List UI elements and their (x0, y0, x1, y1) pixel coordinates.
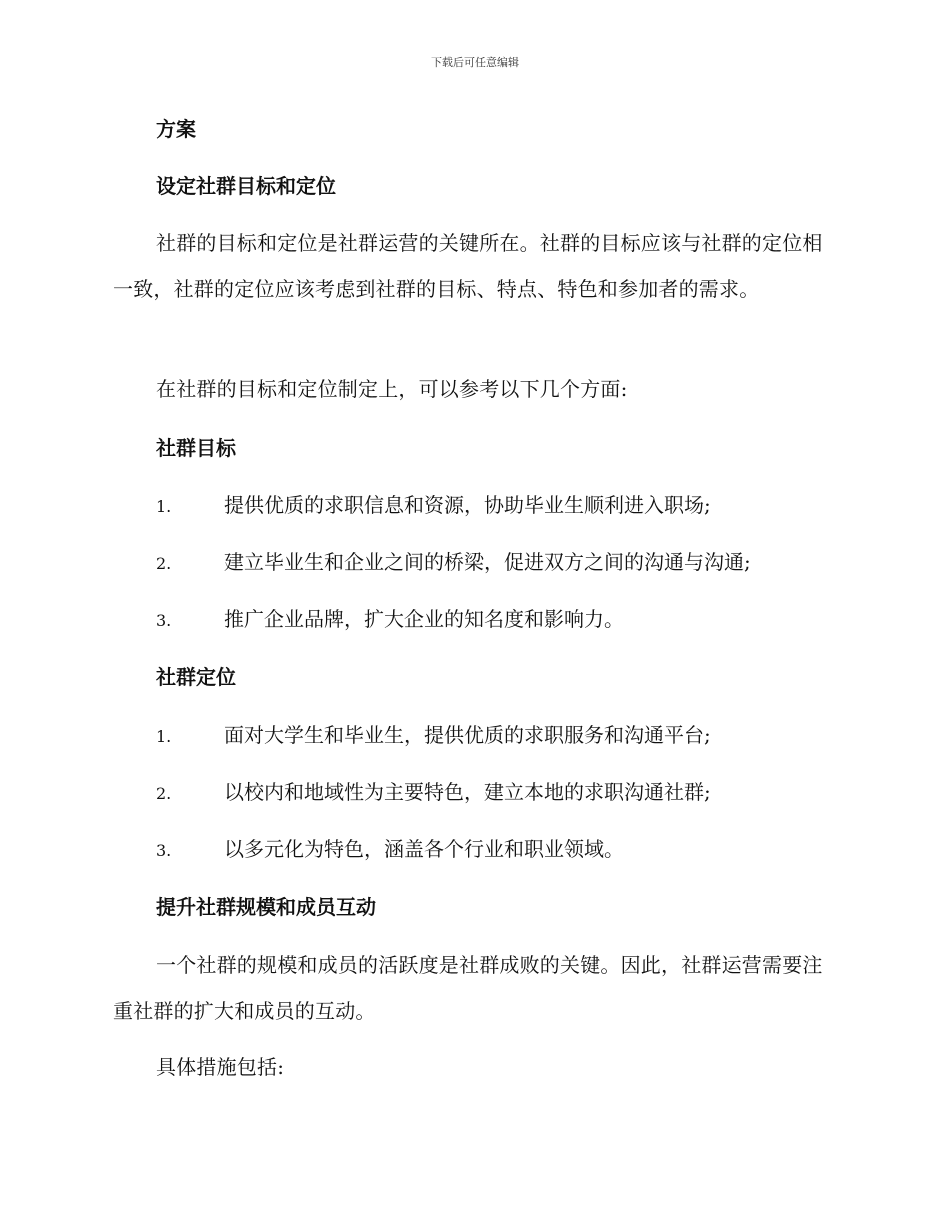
header-note: 下载后可任意编辑 (431, 56, 519, 69)
document-title: 方案 (156, 117, 196, 141)
list-text: 提供优质的求职信息和资源，协助毕业生顺利进入职场; (224, 493, 711, 517)
subheading-positioning: 社群定位 (156, 665, 236, 689)
list-text: 推广企业品牌，扩大企业的知名度和影响力。 (224, 607, 624, 631)
section-heading-goals-positioning: 设定社群目标和定位 (156, 174, 336, 198)
list-item (113, 769, 833, 817)
section-heading-scale-interaction: 提升社群规模和成员互动 (156, 895, 376, 919)
list-item (113, 826, 833, 874)
list-number: 2. (156, 554, 172, 573)
list-number: 2. (156, 784, 172, 803)
paragraph-measures: 具体措施包括: (156, 1055, 285, 1079)
subheading-goals: 社群目标 (156, 436, 236, 460)
list-text: 以校内和地域性为主要特色，建立本地的求职沟通社群; (224, 780, 711, 804)
list-number: 1. (156, 497, 172, 516)
list-number: 3. (156, 611, 172, 630)
paragraph-reference: 在社群的目标和定位制定上，可以参考以下几个方面: (156, 377, 628, 401)
list-text: 面对大学生和毕业生，提供优质的求职服务和沟通平台; (224, 723, 711, 747)
list-number: 3. (156, 841, 172, 860)
list-item (113, 712, 833, 760)
list-text: 以多元化为特色，涵盖各个行业和职业领域。 (224, 837, 624, 861)
list-item (113, 482, 833, 530)
list-item (113, 596, 833, 644)
list-item (113, 539, 833, 587)
paragraph-scale-intro: 一个社群的规模和成员的活跃度是社群成败的关键。因此，社群运营需要注重社群的扩大和成员的互动。 (113, 953, 823, 1023)
list-number: 1. (156, 727, 172, 746)
list-text: 建立毕业生和企业之间的桥梁，促进双方之间的沟通与沟通; (224, 550, 751, 574)
paragraph-goals-intro: 社群的目标和定位是社群运营的关键所在。社群的目标应该与社群的定位相一致，社群的定位应该考虑到社群的目标、特点、特色和参加者的需求。 (113, 231, 823, 301)
